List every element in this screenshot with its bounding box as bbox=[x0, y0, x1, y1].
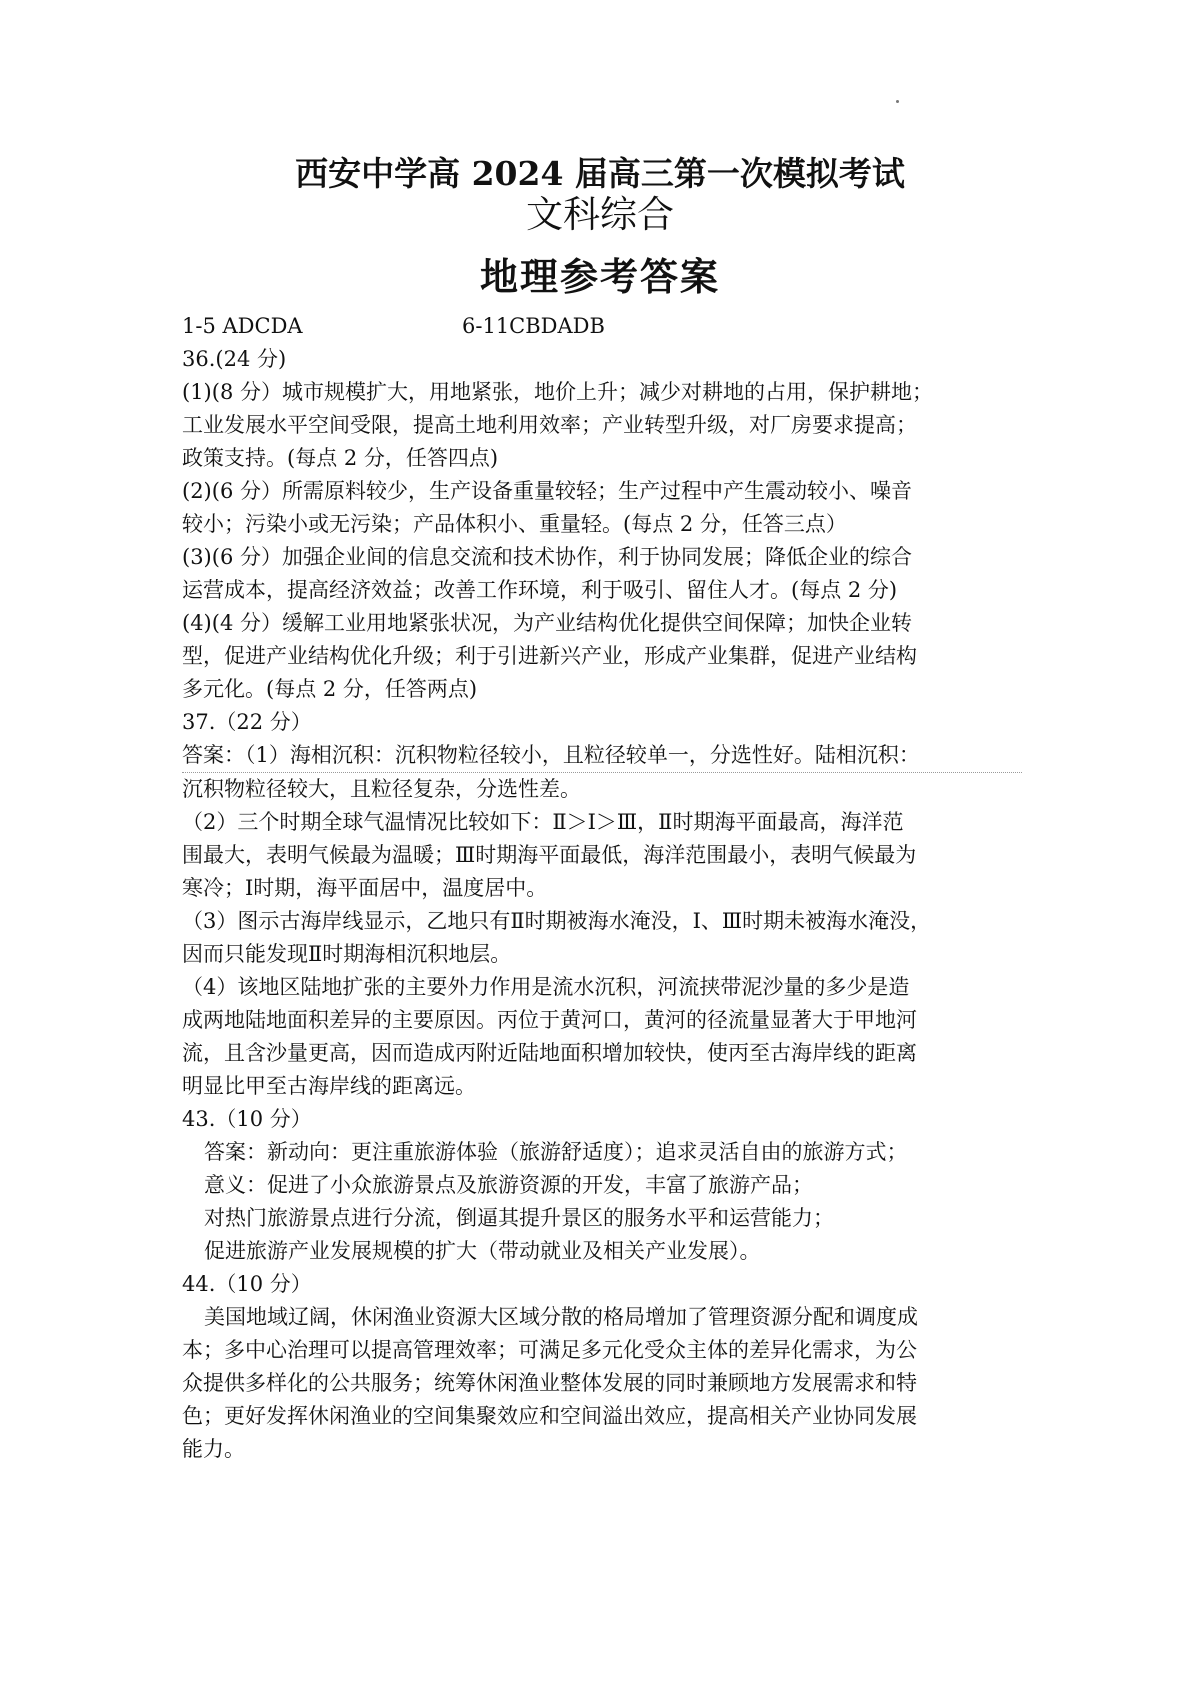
multiple-choice-answers bbox=[182, 310, 1022, 343]
question-43-line: 对热门旅游景点进行分流，倒逼其提升景区的服务水平和运营能力； bbox=[204, 1206, 834, 1230]
question-37-heading: 37.（22 分） bbox=[182, 710, 312, 734]
question-44-line: 众提供多样化的公共服务；统筹休闲渔业整体发展的同时兼顾地方发展需求和特 bbox=[182, 1371, 917, 1395]
question-43-line: 意义：促进了小众旅游景点及旅游资源的开发，丰富了旅游产品； bbox=[204, 1173, 813, 1197]
question-37-line: 成两地陆地面积差异的主要原因。丙位于黄河口，黄河的径流量显著大于甲地河 bbox=[182, 1008, 917, 1032]
question-36-line: (2)(6 分）所需原料较少，生产设备重量较轻；生产过程中产生震动较小、噪音 bbox=[182, 479, 912, 503]
question-37-line: 答案：（1）海相沉积：沉积物粒径较小，且粒径较单一，分选性好。陆相沉积： bbox=[182, 739, 1022, 773]
answer-body bbox=[182, 310, 1022, 1466]
question-43-heading: 43.（10 分） bbox=[182, 1107, 312, 1131]
question-36-line: (4)(4 分）缓解工业用地紧张状况，为产业结构优化提供空间保障；加快企业转 bbox=[182, 611, 912, 635]
question-37-line: （3）图示古海岸线显示，乙地只有Ⅱ时期被海水淹没，Ⅰ、Ⅲ时期未被海水淹没， bbox=[182, 909, 932, 933]
question-44-heading: 44.（10 分） bbox=[182, 1272, 312, 1296]
scan-speck bbox=[896, 100, 899, 103]
question-37-line: 因而只能发现Ⅱ时期海相沉积地层。 bbox=[182, 942, 512, 966]
question-37-line: 明显比甲至古海岸线的距离远。 bbox=[182, 1074, 476, 1098]
question-36-line: 较小；污染小或无污染；产品体积小、重量轻。(每点 2 分，任答三点） bbox=[182, 512, 847, 536]
mc-answers-1-5: 1-5 ADCDA bbox=[182, 314, 303, 338]
question-44-line: 本；多中心治理可以提高管理效率；可满足多元化受众主体的差异化需求，为公 bbox=[182, 1338, 917, 1362]
question-37-line: 围最大，表明气候最为温暖；Ⅲ时期海平面最低，海洋范围最小，表明气候最为 bbox=[182, 843, 917, 867]
question-44-line: 美国地域辽阔，休闲渔业资源大区域分散的格局增加了管理资源分配和调度成 bbox=[204, 1305, 918, 1329]
question-36-line: 工业发展水平空间受限，提高土地利用效率；产业转型升级，对厂房要求提高； bbox=[182, 413, 917, 437]
question-37-line: 流，且含沙量更高，因而造成丙附近陆地面积增加较快，使丙至古海岸线的距离 bbox=[182, 1041, 917, 1065]
question-43-line: 答案：新动向：更注重旅游体验（旅游舒适度）；追求灵活自由的旅游方式； bbox=[204, 1140, 908, 1164]
exam-subtitle: 文科综合 bbox=[526, 193, 674, 236]
question-37-line: 寒冷；Ⅰ时期，海平面居中，温度居中。 bbox=[182, 876, 548, 900]
question-36-heading: 36.(24 分) bbox=[182, 347, 287, 371]
question-36-line: (1)(8 分）城市规模扩大，用地紧张，地价上升；减少对耕地的占用，保护耕地； bbox=[182, 380, 933, 404]
section-title: 地理参考答案 bbox=[479, 254, 720, 299]
question-44-line: 能力。 bbox=[182, 1437, 245, 1461]
question-37-line: 沉积物粒径较大，且粒径复杂，分选性差。 bbox=[182, 777, 581, 801]
question-37-line: （2）三个时期全球气温情况比较如下：Ⅱ＞Ⅰ＞Ⅲ，Ⅱ时期海平面最高，海洋范 bbox=[182, 810, 904, 834]
question-36-line: 运营成本，提高经济效益；改善工作环境，利于吸引、留住人才。(每点 2 分) bbox=[182, 578, 898, 602]
exam-title: 西安中学高 2024 届高三第一次模拟考试 bbox=[295, 154, 905, 193]
question-36-line: 政策支持。(每点 2 分，任答四点) bbox=[182, 446, 499, 470]
question-37-line: （4）该地区陆地扩张的主要外力作用是流水沉积，河流挟带泥沙量的多少是造 bbox=[182, 975, 910, 999]
question-44-line: 色；更好发挥休闲渔业的空间集聚效应和空间溢出效应，提高相关产业协同发展 bbox=[182, 1404, 917, 1428]
question-36-line: 型，促进产业结构优化升级；利于引进新兴产业，形成产业集群，促进产业结构 bbox=[182, 644, 917, 668]
question-36-line: 多元化。(每点 2 分，任答两点) bbox=[182, 677, 478, 701]
question-43-line: 促进旅游产业发展规模的扩大（带动就业及相关产业发展）。 bbox=[204, 1239, 761, 1263]
question-36-line: (3)(6 分）加强企业间的信息交流和技术协作，利于协同发展；降低企业的综合 bbox=[182, 545, 912, 569]
mc-answers-6-11: 6-11CBDADB bbox=[462, 314, 605, 338]
